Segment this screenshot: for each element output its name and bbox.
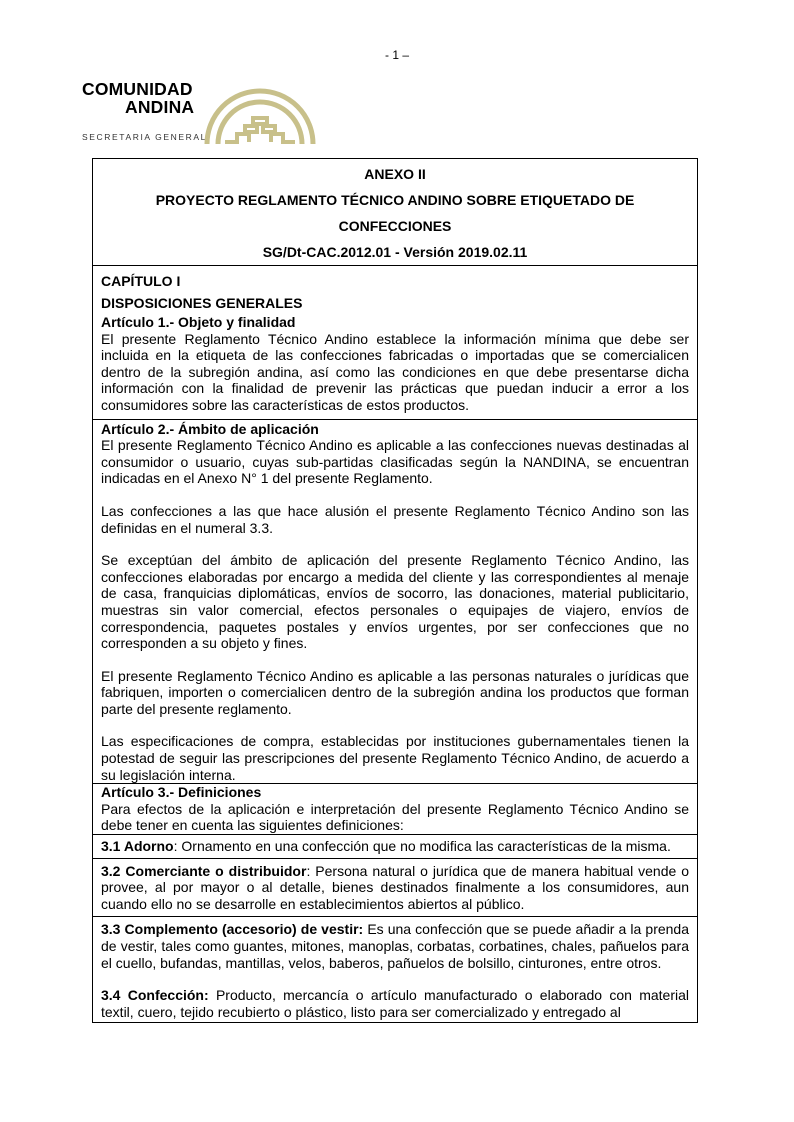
page-number: - 1 – [384,48,409,62]
article-2-paragraph: El presente Reglamento Técnico Andino es aplicable a las confecciones nuevas destinadas al consumidor o usuario, cuyas sub-partidas clasificadas según la NANDINA, se encuentran indicadas en el Anexo N° 1 del presente Reglamento. [101,437,689,487]
document-table [92,158,698,1023]
definition-text: Persona natural o jurídica que de manera habitual vende o provee, al por mayor o al detalle, bienes destinados finalmente a los consumidores, aun cuando ello no se desarrolle en establecimientos abiertos al público. [101,862,690,912]
article-2-cell [93,419,698,784]
logo [82,80,322,145]
definition-text: Es una confección que se puede añadir a la prenda de vestir, tales como guantes, mitones, manoplas, corbatas, corbatines, chales, pañuelos para el cuello, bufandas, mantillas, velos, baberos, pañuelos de bolsillo, cinturones, entre otros. [101,921,690,971]
definition-3-1-cell [93,835,698,859]
article-1-cell [93,266,698,420]
logo-line2: ANDINA [125,97,195,117]
definition-3-2: 3.2 Comerciante o distribuidor: Persona natural o jurídica que de manera habitual vende o provee, al por mayor o al detalle, bienes destinados finalmente a los consumidores, aun cuando ello no se desarrolle en establecimientos abiertos al público. [101,862,690,912]
definition-3-4 [101,987,689,1020]
logo-emblem-icon [201,82,319,144]
article-2-paragraph: Se exceptúan del ámbito de aplicación del presente Reglamento Técnico Andino, las confecciones elaboradas por encargo a medida del cliente y las correspondientes al menaje de casa, franquicias diplomáticas, envíos de socorro, las donaciones, material publicitario, muestras sin valor comercial, efectos personales o equipajes de viajero, envíos de correspondencia, paquetes postales y envíos urgentes, por ser confecciones que no corresponden a su objeto y fines. [101,552,689,652]
definition-3-1: 3.1 Adorno: Ornamento en una confección que no modifica las características de la misma. [101,838,671,855]
article-1-title: Artículo 1.- Objeto y finalidad [101,314,296,330]
annex-title: ANEXO II [364,166,426,182]
chapter-title: DISPOSICIONES GENERALES [101,295,303,311]
header-cell [93,159,698,266]
logo-line1: COMUNIDAD [82,79,193,99]
article-3-title: Artículo 3.- Definiciones [101,784,262,801]
article-3-cell [93,784,698,835]
definition-term: 3.4 Confección: [101,987,209,1004]
article-2-paragraph: El presente Reglamento Técnico Andino es aplicable a las personas naturales o jurídicas que fabriquen, importen o comercialicen dentro de la subregión andina los productos que forman parte del presente reglamento. [101,667,689,717]
article-1-text: El presente Reglamento Técnico Andino establece la información mínima que debe ser incluida en la etiqueta de las confecciones fabricadas o importadas que se comercialicen dentro de la subregión andina, así como las condiciones en que debe presentarse dicha información con la finalidad de prevenir las prácticas que puedan inducir a error a los consumidores sobre las características de estos productos. [101,330,689,413]
logo-subtitle: SECRETARIA GENERAL [82,132,208,142]
definition-term: 3.1 Adorno [101,838,174,855]
regulation-title-line1: PROYECTO REGLAMENTO TÉCNICO ANDINO SOBRE ETIQUETADO DE [155,192,635,208]
definition-text: Ornamento en una confección que no modifica las características de la misma. [181,838,671,855]
definition-3-3-cell [93,917,698,1023]
definition-term: 3.2 Comerciante o distribuidor [101,862,307,879]
definition-3-2-cell [93,858,698,917]
regulation-title-line2: CONFECCIONES [338,218,452,234]
article-2-paragraph: Las confecciones a las que hace alusión el presente Reglamento Técnico Andino son las definidas en el numeral 3.3. [101,502,689,536]
article-3-text: Para efectos de la aplicación e interpretación del presente Reglamento Técnico Andino se debe tener en cuenta las siguientes definiciones: [101,800,689,834]
article-2-title: Artículo 2.- Ámbito de aplicación [101,420,319,437]
regulation-code: SG/Dt-CAC.2012.01 - Versión 2019.02.11 [262,244,528,260]
article-2-paragraph: Las especificaciones de compra, establecidas por instituciones gubernamentales tienen la potestad de seguir las prescripciones del presente Reglamento Técnico Andino, de acuerdo a su legislación interna. [101,733,689,783]
definition-term: 3.3 Complemento (accesorio) de vestir: [101,921,364,938]
chapter-label: CAPÍTULO I [101,273,181,289]
definition-3-3 [101,921,689,971]
definition-text: Producto, mercancía o artículo manufacturado o elaborado con material textil, cuero, tejido recubierto o plástico, listo para ser comercializado y entregado al [101,987,690,1020]
